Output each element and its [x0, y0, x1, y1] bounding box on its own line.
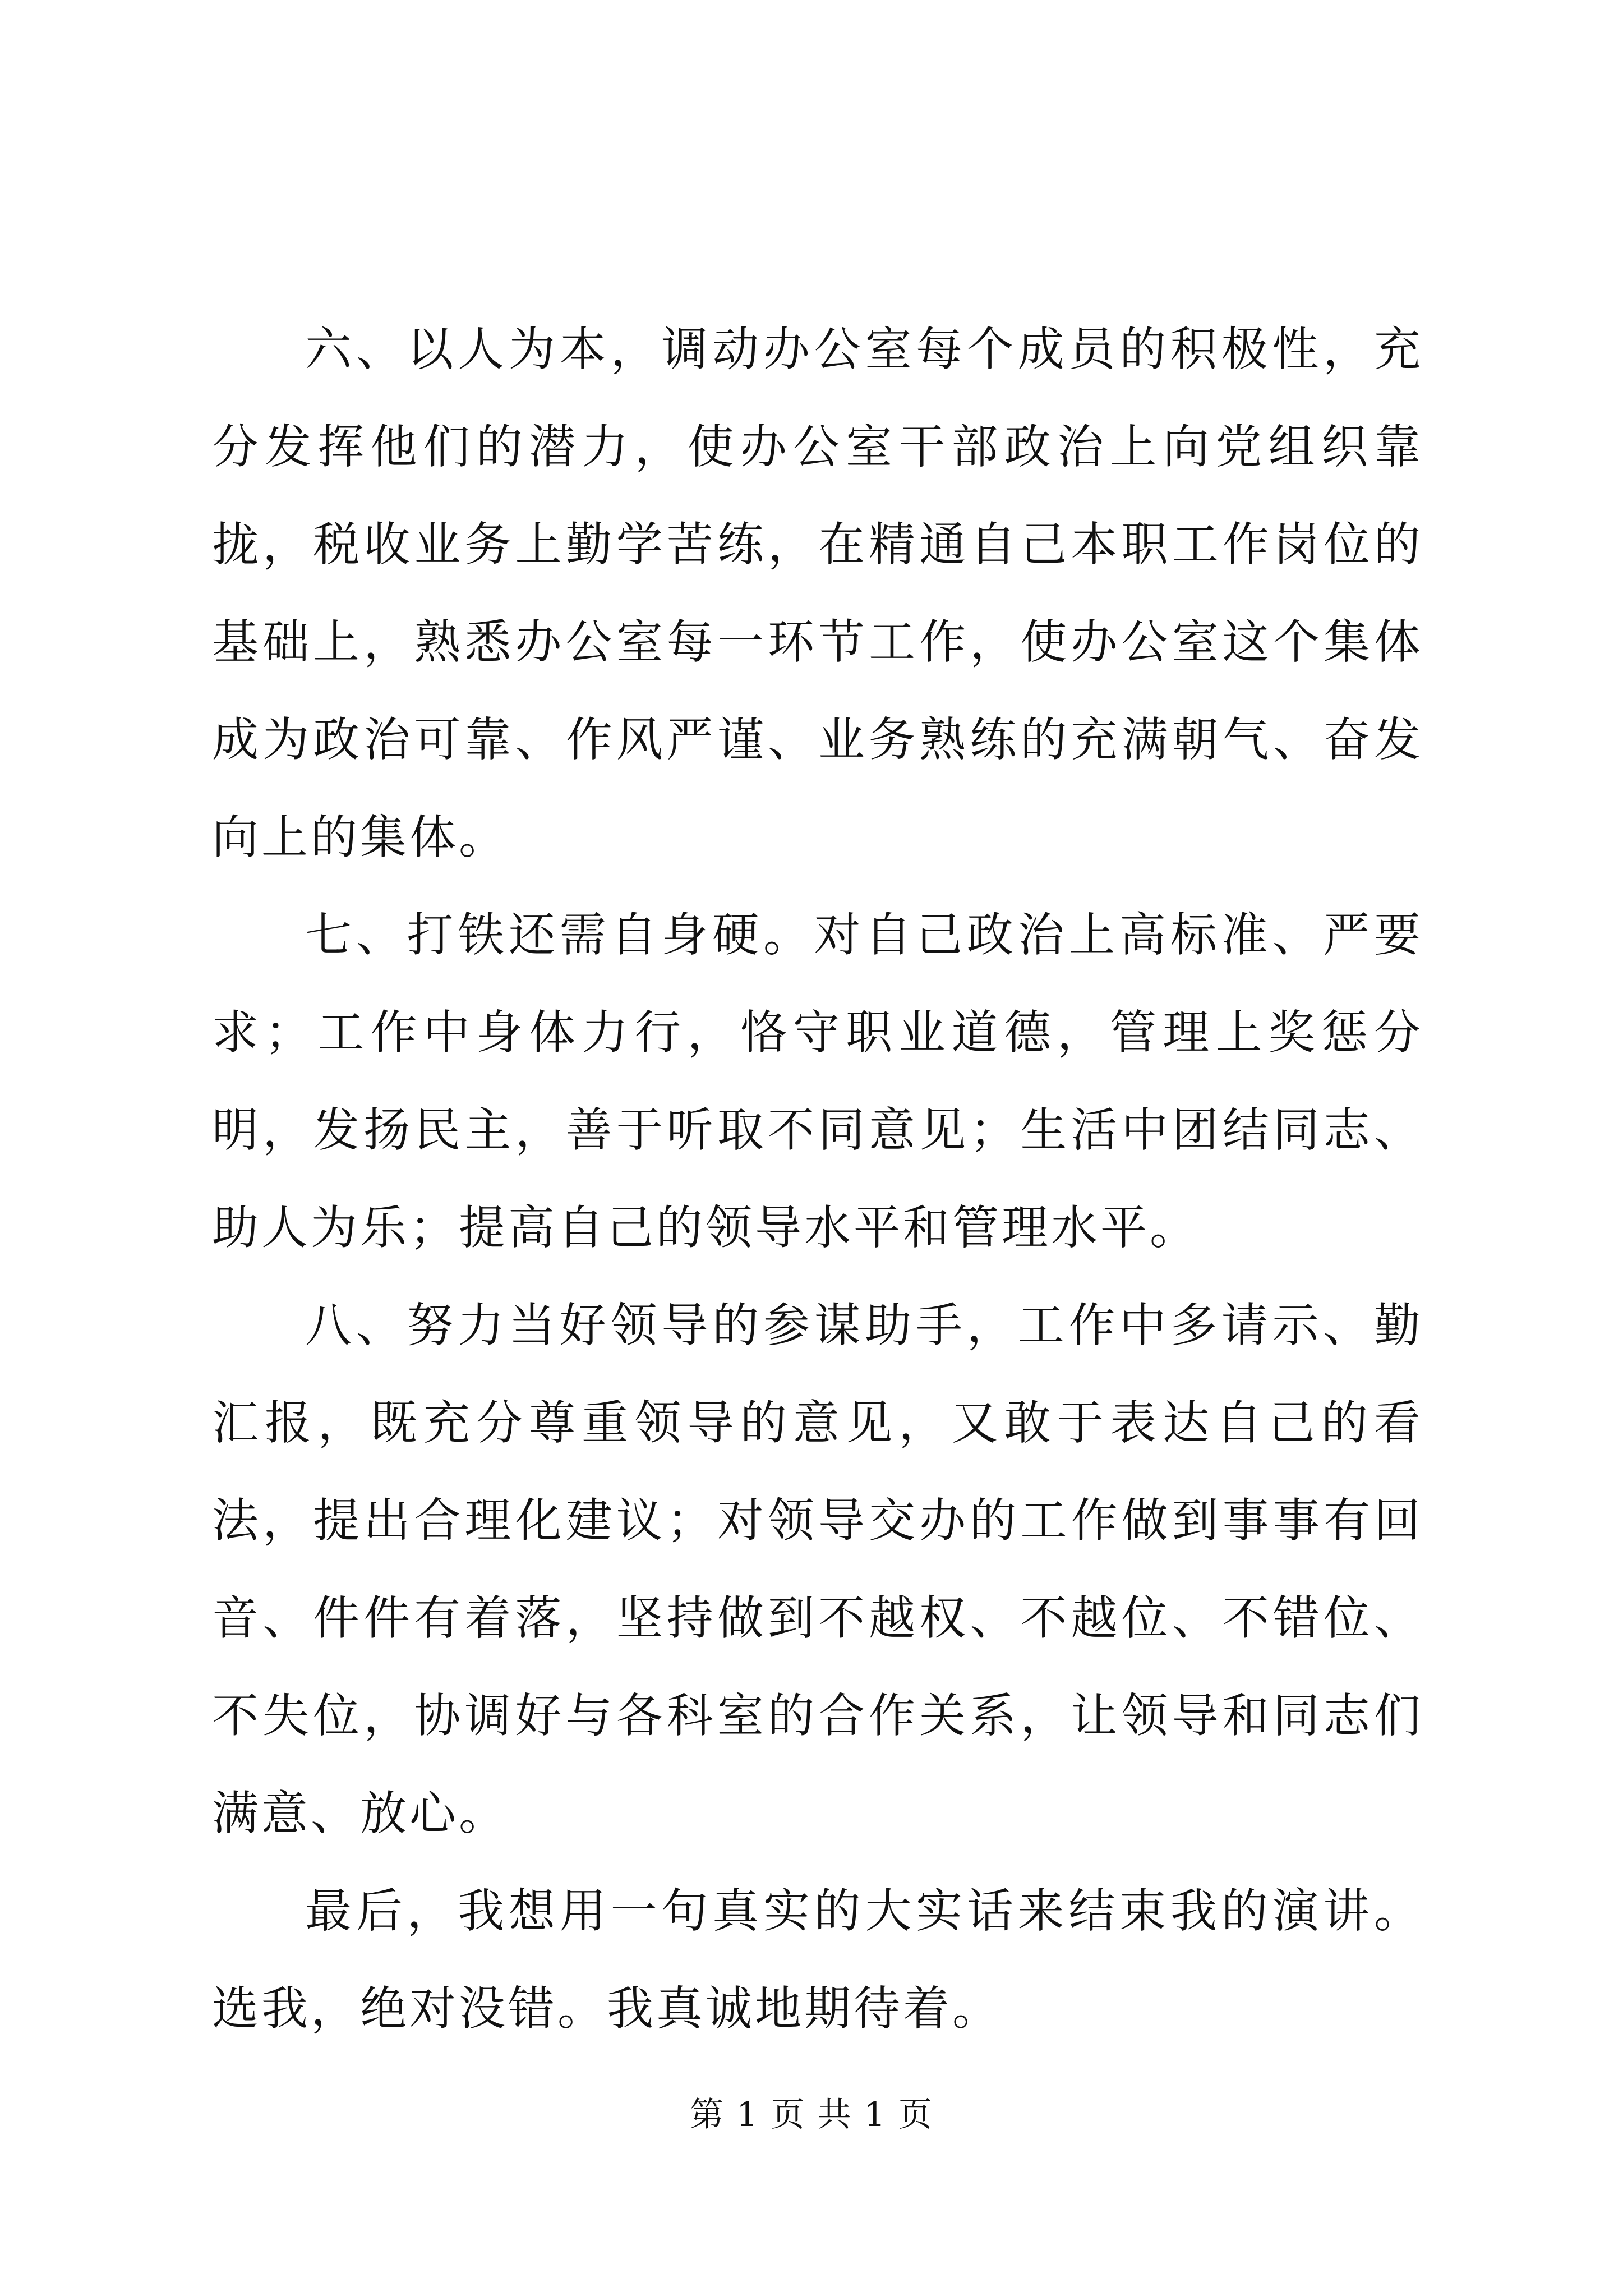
paragraph-closing: 最后，我想用一句真实的大实话来结束我的演讲。选我，绝对没错。我真诚地期待着。 — [212, 1884, 1423, 2036]
paragraph-seven: 七、打铁还需自身硬。对自己政治上高标准、严要求；工作中身体力行，恪守职业道德，管理上奖惩分明，发扬民主，善于听取不同意见；生活中团结同志、助人为乐；提高自己的领导水平和管理水平。 — [212, 908, 1423, 1255]
paragraph-six: 六、以人为本，调动办公室每个成员的积极性，充分发挥他们的潜力，使办公室干部政治上向党组织靠拢，税收业务上勤学苦练，在精通自己本职工作岗位的基础上，熟悉办公室每一环节工作，使办公室这个集体成为政治可靠、作风严谨、业务熟练的充满朝气、奋发向上的集体。 — [212, 322, 1423, 864]
document-body — [212, 301, 1423, 2058]
page-number-footer: 第 1 页 共 1 页 — [690, 2095, 933, 2134]
paragraph-eight: 八、努力当好领导的参谋助手，工作中多请示、勤汇报，既充分尊重领导的意见，又敢于表达自己的看法，提出合理化建议；对领导交办的工作做到事事有回音、件件有着落，坚持做到不越权、不越位、不错位、不失位，协调好与各科室的合作关系，让领导和同志们满意、放心。 — [212, 1298, 1423, 1841]
